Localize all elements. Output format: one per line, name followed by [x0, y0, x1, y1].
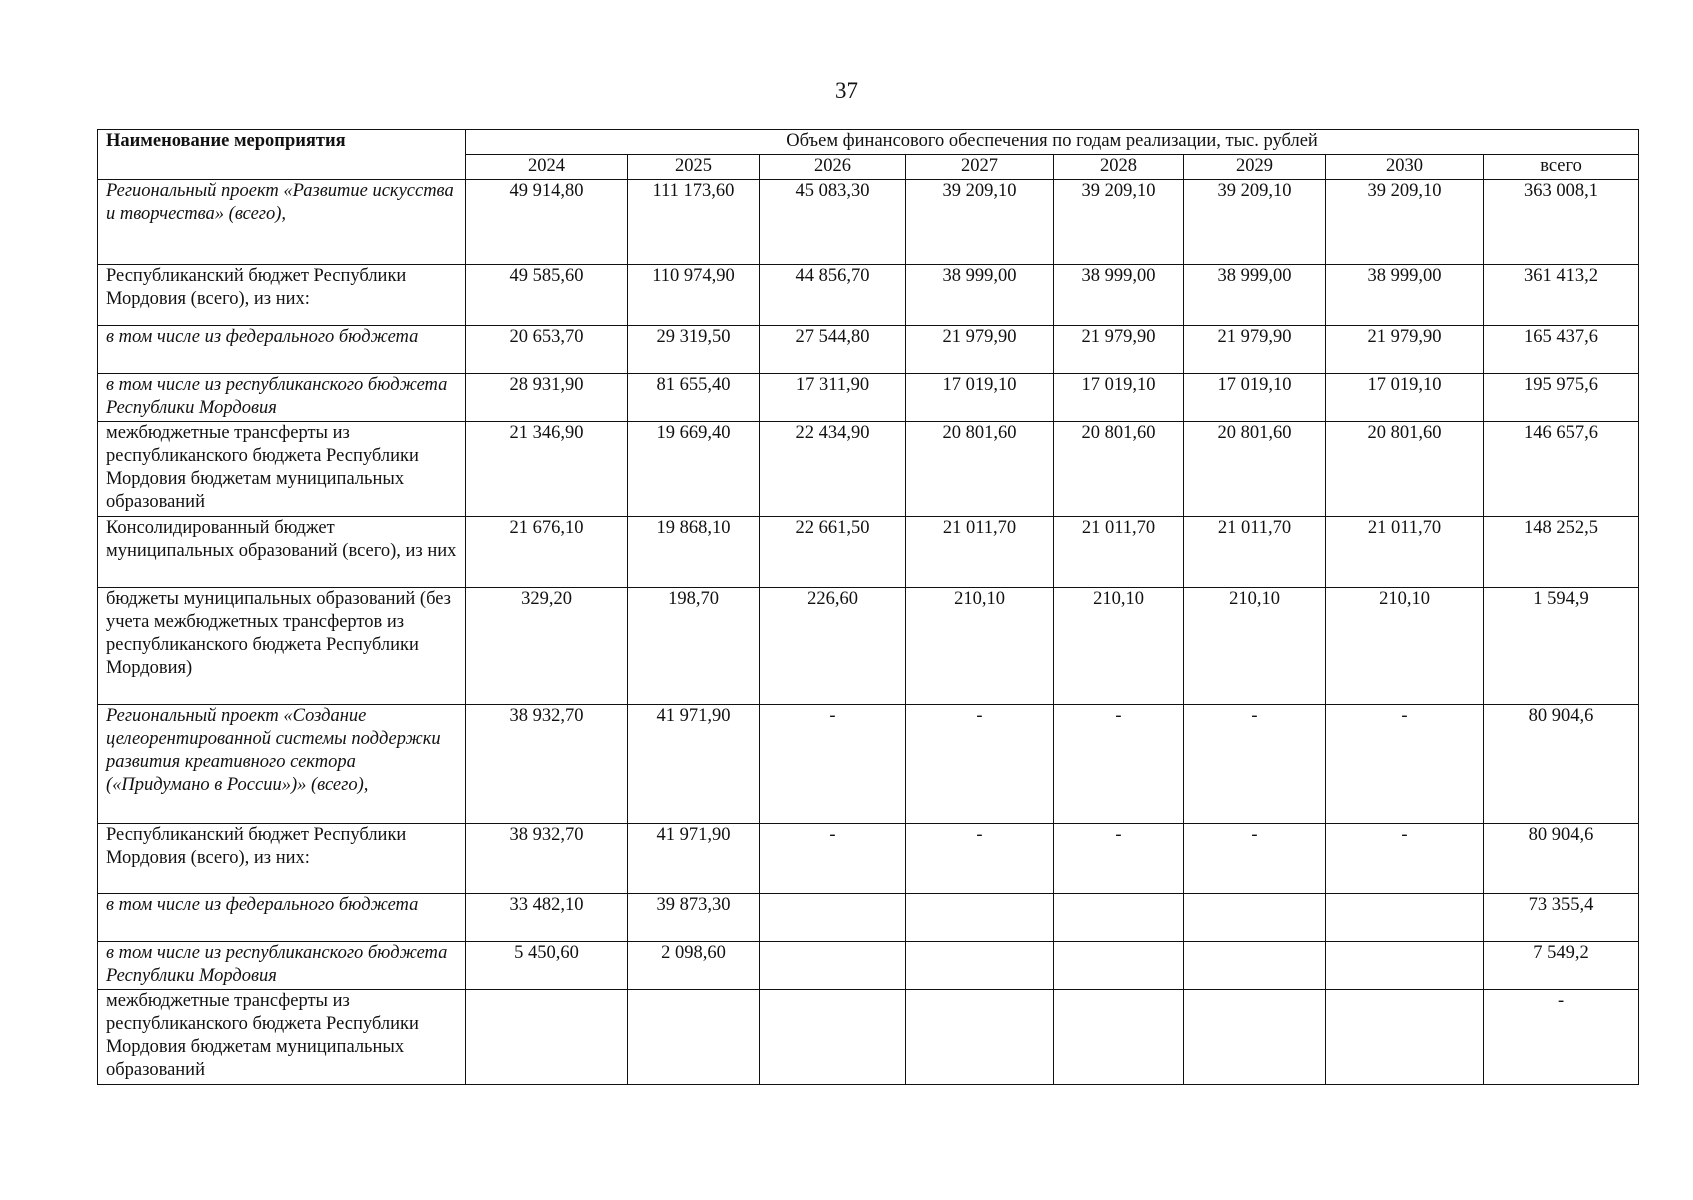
value-cell [760, 990, 906, 1085]
value-cell [1054, 942, 1184, 990]
value-cell [906, 990, 1054, 1085]
value-cell: 38 999,00 [1184, 265, 1326, 326]
value-cell: 111 173,60 [628, 180, 760, 265]
value-cell: 21 011,70 [906, 517, 1054, 588]
row-label: в том числе из республиканского бюджета Республики Мордовия [98, 942, 466, 990]
value-cell [760, 894, 906, 942]
row-label: Региональный проект «Создание целеорентированной системы поддержки развития креативного сектора («Придумано в России»)» (всего), [98, 705, 466, 824]
table-row [98, 705, 1639, 824]
value-cell: - [906, 705, 1054, 824]
total-cell: - [1484, 990, 1639, 1085]
column-header-name: Наименование мероприятия [98, 130, 466, 180]
financing-table [97, 129, 1639, 1085]
value-cell: 38 932,70 [466, 824, 628, 894]
value-cell: 49 585,60 [466, 265, 628, 326]
value-cell [906, 942, 1054, 990]
table-row [98, 422, 1639, 517]
value-cell [1326, 990, 1484, 1085]
value-cell: 38 932,70 [466, 705, 628, 824]
value-cell [1054, 894, 1184, 942]
total-cell: 73 355,4 [1484, 894, 1639, 942]
value-cell: - [1326, 824, 1484, 894]
table-row [98, 180, 1639, 265]
total-cell: 195 975,6 [1484, 374, 1639, 422]
total-cell: 148 252,5 [1484, 517, 1639, 588]
value-cell: 21 011,70 [1054, 517, 1184, 588]
total-cell: 165 437,6 [1484, 326, 1639, 374]
value-cell: 210,10 [906, 588, 1054, 705]
value-cell: 44 856,70 [760, 265, 906, 326]
value-cell: 17 019,10 [1326, 374, 1484, 422]
total-cell: 363 008,1 [1484, 180, 1639, 265]
row-label: в том числе из республиканского бюджета Республики Мордовия [98, 374, 466, 422]
value-cell [760, 942, 906, 990]
total-header: всего [1484, 155, 1639, 180]
value-cell: 41 971,90 [628, 824, 760, 894]
value-cell: 110 974,90 [628, 265, 760, 326]
value-cell: 81 655,40 [628, 374, 760, 422]
total-cell: 80 904,6 [1484, 705, 1639, 824]
value-cell: 21 979,90 [1184, 326, 1326, 374]
table-row [98, 942, 1639, 990]
total-cell: 1 594,9 [1484, 588, 1639, 705]
table-row [98, 588, 1639, 705]
table-row [98, 894, 1639, 942]
value-cell: 21 346,90 [466, 422, 628, 517]
row-label: в том числе из федерального бюджета [98, 326, 466, 374]
value-cell: 21 011,70 [1184, 517, 1326, 588]
value-cell: 21 979,90 [1054, 326, 1184, 374]
row-label: в том числе из федерального бюджета [98, 894, 466, 942]
value-cell: 210,10 [1326, 588, 1484, 705]
row-label: Республиканский бюджет Республики Мордовия (всего), из них: [98, 824, 466, 894]
value-cell: - [1326, 705, 1484, 824]
value-cell: 38 999,00 [1054, 265, 1184, 326]
value-cell: - [906, 824, 1054, 894]
total-cell: 361 413,2 [1484, 265, 1639, 326]
year-header: 2025 [628, 155, 760, 180]
value-cell: 19 868,10 [628, 517, 760, 588]
value-cell: 2 098,60 [628, 942, 760, 990]
row-label: Консолидированный бюджет муниципальных образований (всего), из них [98, 517, 466, 588]
value-cell: 38 999,00 [1326, 265, 1484, 326]
value-cell: 41 971,90 [628, 705, 760, 824]
value-cell: 17 311,90 [760, 374, 906, 422]
value-cell [906, 894, 1054, 942]
table-row [98, 265, 1639, 326]
page-number: 37 [835, 78, 858, 103]
value-cell: 5 450,60 [466, 942, 628, 990]
value-cell [1326, 894, 1484, 942]
value-cell: - [1184, 824, 1326, 894]
value-cell: 28 931,90 [466, 374, 628, 422]
column-header-group: Объем финансового обеспечения по годам реализации, тыс. рублей [466, 130, 1639, 155]
value-cell: 49 914,80 [466, 180, 628, 265]
value-cell: 21 011,70 [1326, 517, 1484, 588]
value-cell: 21 979,90 [906, 326, 1054, 374]
year-header: 2024 [466, 155, 628, 180]
value-cell [1054, 990, 1184, 1085]
value-cell: 210,10 [1054, 588, 1184, 705]
value-cell: 20 801,60 [906, 422, 1054, 517]
header-row [98, 130, 1639, 155]
year-header: 2026 [760, 155, 906, 180]
value-cell: - [760, 824, 906, 894]
value-cell: 39 873,30 [628, 894, 760, 942]
value-cell: 29 319,50 [628, 326, 760, 374]
value-cell: 27 544,80 [760, 326, 906, 374]
table-row [98, 374, 1639, 422]
value-cell: 226,60 [760, 588, 906, 705]
value-cell: 39 209,10 [1184, 180, 1326, 265]
table-row [98, 326, 1639, 374]
value-cell: 17 019,10 [1054, 374, 1184, 422]
total-cell: 80 904,6 [1484, 824, 1639, 894]
value-cell: 329,20 [466, 588, 628, 705]
value-cell: 21 979,90 [1326, 326, 1484, 374]
value-cell: 39 209,10 [1326, 180, 1484, 265]
value-cell: - [760, 705, 906, 824]
value-cell: 198,70 [628, 588, 760, 705]
table-row [98, 824, 1639, 894]
value-cell [628, 990, 760, 1085]
value-cell: 21 676,10 [466, 517, 628, 588]
value-cell: 20 801,60 [1184, 422, 1326, 517]
total-cell: 146 657,6 [1484, 422, 1639, 517]
value-cell: 39 209,10 [906, 180, 1054, 265]
value-cell: 210,10 [1184, 588, 1326, 705]
value-cell: 20 653,70 [466, 326, 628, 374]
row-label: бюджеты муниципальных образований (без учета межбюджетных трансфертов из республиканского бюджета Республики Мордовия) [98, 588, 466, 705]
value-cell [1184, 942, 1326, 990]
value-cell: 22 661,50 [760, 517, 906, 588]
value-cell: - [1184, 705, 1326, 824]
row-label: Республиканский бюджет Республики Мордовия (всего), из них: [98, 265, 466, 326]
year-header: 2028 [1054, 155, 1184, 180]
row-label: межбюджетные трансферты из республиканского бюджета Республики Мордовия бюджетам муниципальных образований [98, 422, 466, 517]
value-cell: - [1054, 705, 1184, 824]
table-row [98, 990, 1639, 1085]
value-cell [1184, 990, 1326, 1085]
value-cell [1326, 942, 1484, 990]
value-cell: 20 801,60 [1326, 422, 1484, 517]
total-cell: 7 549,2 [1484, 942, 1639, 990]
row-label: Региональный проект «Развитие искусства и творчества» (всего), [98, 180, 466, 265]
value-cell: - [1054, 824, 1184, 894]
row-label: межбюджетные трансферты из республиканского бюджета Республики Мордовия бюджетам муниципальных образований [98, 990, 466, 1085]
value-cell: 39 209,10 [1054, 180, 1184, 265]
value-cell: 17 019,10 [906, 374, 1054, 422]
year-header: 2029 [1184, 155, 1326, 180]
value-cell: 33 482,10 [466, 894, 628, 942]
value-cell: 22 434,90 [760, 422, 906, 517]
value-cell [1184, 894, 1326, 942]
value-cell: 20 801,60 [1054, 422, 1184, 517]
value-cell: 17 019,10 [1184, 374, 1326, 422]
value-cell: 38 999,00 [906, 265, 1054, 326]
table-row [98, 517, 1639, 588]
year-header: 2030 [1326, 155, 1484, 180]
year-header: 2027 [906, 155, 1054, 180]
value-cell [466, 990, 628, 1085]
value-cell: 45 083,30 [760, 180, 906, 265]
value-cell: 19 669,40 [628, 422, 760, 517]
